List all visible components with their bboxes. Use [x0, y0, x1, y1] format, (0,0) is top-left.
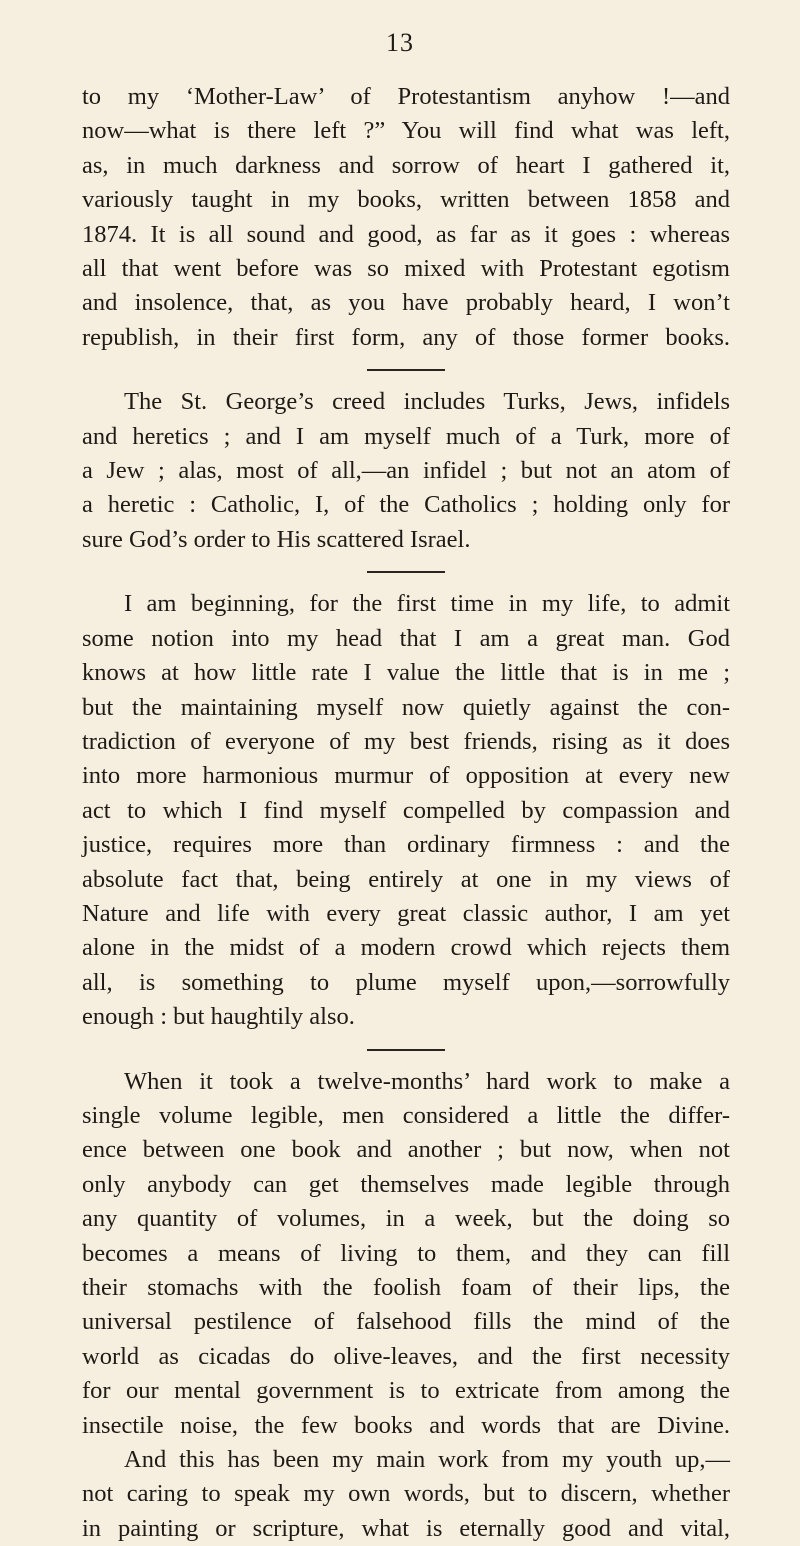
text-line: justice, requires more than ordinary firmness : and the [82, 831, 730, 859]
text-line: only anybody can get themselves made legible through [82, 1170, 730, 1198]
text-line: act to which I find myself compelled by compassion and [82, 796, 730, 824]
text-line: into more harmonious murmur of opposition at every new [82, 762, 730, 790]
text-line: absolute fact that, being entirely at one in my views of [82, 865, 730, 893]
text-line: The St. George’s creed includes Turks, Jews, infidels [124, 388, 730, 416]
text-line: tradiction of everyone of my best friends, rising as it does [82, 727, 730, 755]
paragraph-1 [82, 80, 730, 355]
text-line: universal pestilence of falsehood fills the mind of the [82, 1308, 730, 1336]
body-text [82, 80, 730, 1546]
text-line: 1874. It is all sound and good, as far as it goes : whereas [82, 220, 730, 248]
text-line: single volume legible, men considered a little the differ- [82, 1101, 730, 1129]
text-line: and insolence, that, as you have probably heard, I won’t [82, 289, 730, 317]
text-line: for our mental government is to extricate from among the [82, 1377, 730, 1405]
section-divider [367, 571, 445, 573]
text-line: republish, in their first form, any of those former books. [82, 323, 730, 351]
text-line: all, is something to plume myself upon,—sorrowfully [82, 968, 730, 996]
text-line: a heretic : Catholic, I, of the Catholics ; holding only for [82, 491, 730, 519]
page-number: 13 [386, 28, 414, 57]
text-line: in painting or scripture, what is eternally good and vital, [82, 1514, 730, 1542]
text-line: not caring to speak my own words, but to discern, whether [82, 1480, 730, 1508]
text-line: any quantity of volumes, in a week, but the doing so [82, 1205, 730, 1233]
text-line: some notion into my head that I am a great man. God [82, 624, 730, 652]
section-divider [367, 1049, 445, 1051]
text-line: sure God’s order to His scattered Israel. [82, 525, 471, 553]
text-line: insectile noise, the few books and words that are Divine. [82, 1411, 730, 1439]
text-line: to my ‘Mother-Law’ of Protestantism anyhow !—and [82, 83, 730, 110]
text-line: ence between one book and another ; but now, when not [82, 1136, 730, 1164]
paragraph-4 [82, 1065, 730, 1546]
text-line: a Jew ; alas, most of all,—an infidel ; but not an atom of [82, 457, 730, 485]
text-line: knows at how little rate I value the little that is in me ; [82, 659, 730, 687]
text-line: enough : but haughtily also. [82, 1003, 355, 1031]
paragraph-3 [82, 587, 730, 1034]
text-line: variously taught in my books, written between 1858 and [82, 186, 730, 214]
text-line: When it took a twelve-months’ hard work to make a [124, 1067, 730, 1095]
text-line: now—what is there left ?” You will find what was left, [82, 117, 730, 145]
section-divider [367, 369, 445, 371]
text-line: becomes a means of living to them, and they can fill [82, 1239, 730, 1267]
text-line: Nature and life with every great classic author, I am yet [82, 899, 730, 927]
text-line: And this has been my main work from my youth up,— [124, 1446, 730, 1474]
text-line: and heretics ; and I am myself much of a Turk, more of [82, 422, 730, 450]
text-line: world as cicadas do olive-leaves, and the first necessity [82, 1342, 730, 1370]
text-line: alone in the midst of a modern crowd which rejects them [82, 934, 730, 962]
text-line: as, in much darkness and sorrow of heart I gathered it, [82, 151, 730, 179]
text-line: but the maintaining myself now quietly against the con- [82, 693, 730, 721]
text-line: all that went before was so mixed with Protestant egotism [82, 255, 730, 283]
text-line: I am beginning, for the first time in my life, to admit [124, 590, 730, 618]
text-line: their stomachs with the foolish foam of their lips, the [82, 1274, 730, 1301]
paragraph-2 [82, 385, 730, 557]
